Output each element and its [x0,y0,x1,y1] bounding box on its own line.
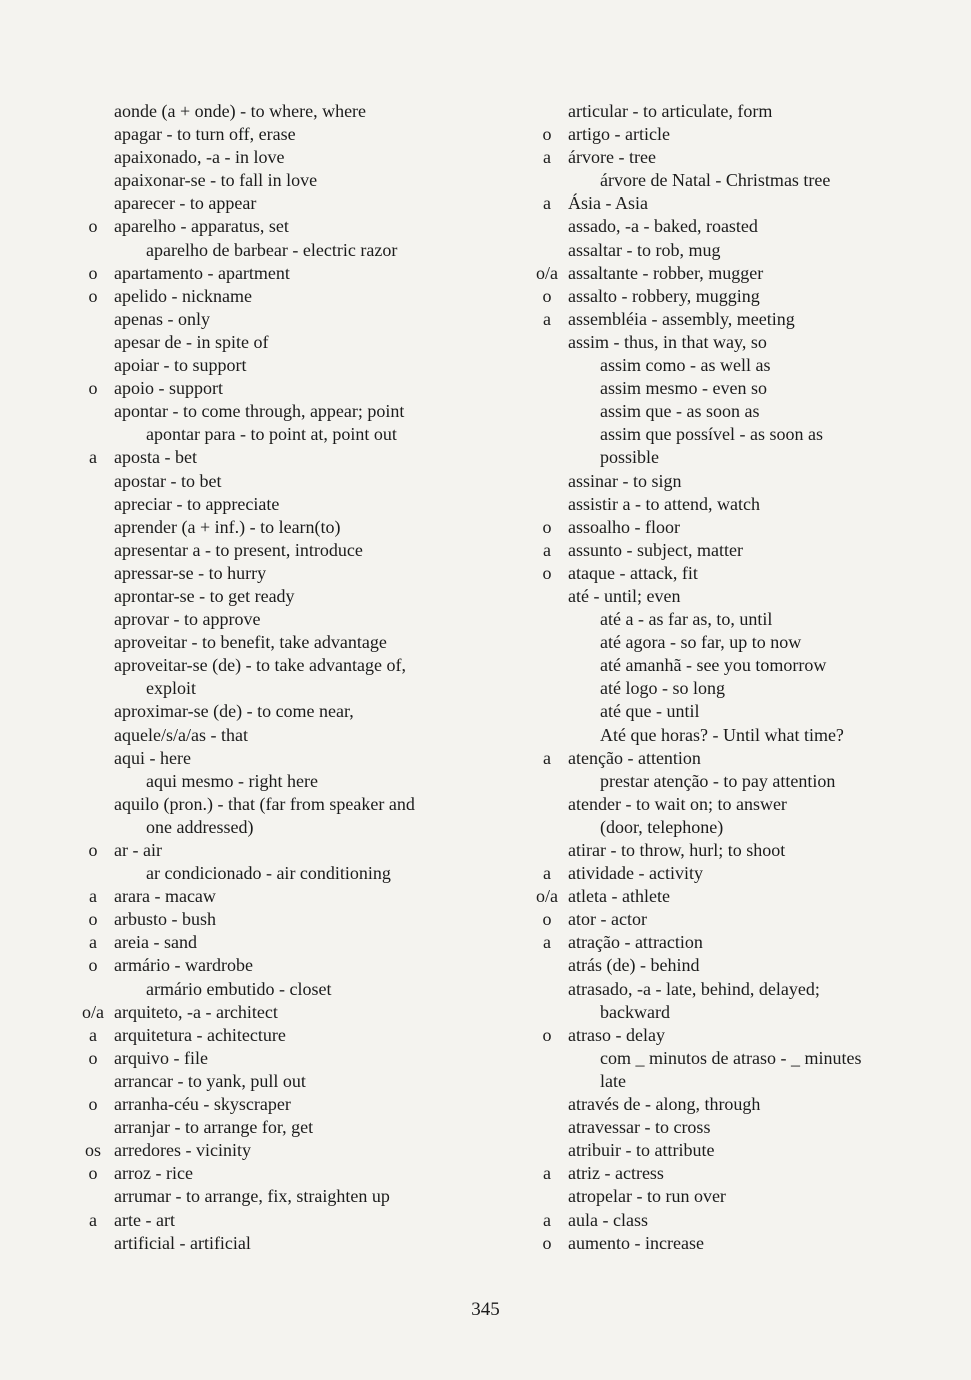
entry-text: aonde (a + onde) - to where, where [114,101,367,121]
entry-text: aparelho de barbear - electric razor [146,239,398,260]
glossary-entry [76,654,496,677]
glossary-entry [530,354,960,377]
entry-text: aquele/s/a/as - that [114,724,248,745]
glossary-entry [530,169,960,192]
entry-article: os [84,1140,101,1161]
glossary-entry [76,724,496,747]
entry-text: possible [600,447,660,468]
entry-text: arara - macaw [114,886,216,907]
entry-text: ar - air [114,840,162,860]
entry-text: prestar atenção - to pay attention [600,770,836,791]
glossary-entry [76,1185,496,1208]
entry-text: atleta - athlete [568,886,670,907]
entry-text: (door, telephone) [600,816,724,837]
entry-text: atribuir - to attribute [568,1140,715,1161]
glossary-entry [76,1093,496,1116]
glossary-entry [76,677,496,700]
entry-text: apagar - to turn off, erase [114,124,296,145]
entry-text: ar condicionado - air conditioning [146,863,391,884]
entry-text: arte - art [114,1209,175,1230]
glossary-entry [530,1024,960,1047]
entry-text: ator - actor [568,909,647,930]
entry-text: arredores - vicinity [114,1140,251,1161]
entry-article: o [88,1163,98,1184]
glossary-entry [76,839,496,862]
glossary-entry [530,331,960,354]
glossary-entry [76,192,496,215]
glossary-entry [76,1209,496,1232]
glossary-entry [76,146,496,169]
entry-text: árvore - tree [568,147,656,168]
entry-text: assim - thus, in that way, so [568,331,767,352]
glossary-entry [76,978,496,1001]
entry-text: arbusto - bush [114,909,216,930]
entry-text: aqui mesmo - right here [146,770,318,791]
entry-article: o [88,285,98,306]
glossary-entry [530,539,960,562]
glossary-entry [76,1139,496,1162]
right-column [530,100,960,1255]
glossary-entry [76,262,496,285]
entry-article: o [88,840,98,860]
entry-text: apostar - to bet [114,470,222,491]
entry-article: o [542,1024,552,1045]
entry-text: arroz - rice [114,1163,193,1184]
glossary-entry [530,400,960,423]
entry-article: a [543,193,551,214]
entry-text: assoalho - floor [568,516,680,537]
entry-article: a [89,932,97,953]
glossary-entry [530,654,960,677]
glossary-entry [76,1024,496,1047]
glossary-entry [76,516,496,539]
glossary-entry [76,123,496,146]
entry-text: atividade - activity [568,863,703,884]
glossary-entry [530,516,960,539]
glossary-entry [530,908,960,931]
entry-article: a [543,1163,551,1184]
entry-article: o [542,285,552,306]
glossary-entry [530,816,960,839]
entry-article: a [543,308,551,329]
glossary-entry [530,1209,960,1232]
entry-article: a [543,539,551,560]
entry-text: aproveitar - to benefit, take advantage [114,632,387,653]
glossary-entry [530,1232,960,1255]
glossary-entry [530,793,960,816]
entry-text: aprender (a + inf.) - to learn(to) [114,516,341,537]
entry-text: apesar de - in spite of [114,331,269,352]
entry-text: arquitetura - achitecture [114,1024,286,1045]
entry-text: assunto - subject, matter [568,539,743,560]
glossary-entry [76,239,496,262]
entry-article: o [542,562,552,583]
entry-text: até logo - so long [600,678,725,699]
page-number: 345 [471,1299,500,1320]
glossary-entry [76,862,496,885]
entry-text: exploit [146,678,196,699]
entry-article: a [89,447,97,468]
glossary-entry [530,608,960,631]
entry-article: o/a [536,262,558,283]
entry-article: o [88,955,98,976]
entry-text: Ásia - Asia [568,193,648,214]
entry-article: o [88,216,98,237]
glossary-entry [76,446,496,469]
glossary-entry [530,1070,960,1093]
entry-text: late [600,1070,626,1091]
entry-article: o/a [82,1001,104,1022]
entry-text: até agora - so far, up to now [600,632,802,653]
glossary-entry [76,1047,496,1070]
entry-text: até que - until [600,701,700,722]
entry-text: Até que horas? - Until what time? [600,724,844,745]
entry-text: arquiteto, -a - architect [114,1001,278,1022]
glossary-entry [530,192,960,215]
entry-text: aquilo (pron.) - that (far from speaker and [114,793,415,814]
glossary-entry [76,1001,496,1024]
entry-text: atrasado, -a - late, behind, delayed; [568,978,820,999]
glossary-entry [76,470,496,493]
glossary-entry [76,215,496,238]
entry-article: a [543,147,551,168]
glossary-entry [76,770,496,793]
glossary-entry [530,1162,960,1185]
entry-article: o [88,909,98,930]
glossary-entry [530,724,960,747]
entry-text: armário - wardrobe [114,955,253,976]
entry-text: atraso - delay [568,1024,665,1045]
glossary-entry [530,285,960,308]
entry-text: apoio - support [114,378,223,399]
entry-text: assaltante - robber, mugger [568,262,764,283]
glossary-entry [76,400,496,423]
entry-text: assistir a - to attend, watch [568,493,760,514]
entry-text: até amanhã - see you tomorrow [600,655,827,676]
entry-text: ataque - attack, fit [568,562,698,583]
entry-text: atropelar - to run over [568,1186,726,1207]
entry-article: o/a [536,886,558,907]
glossary-entry [76,747,496,770]
entry-text: atirar - to throw, hurl; to shoot [568,840,786,860]
glossary-entry [76,816,496,839]
entry-text: aparecer - to appear [114,193,257,214]
entry-text: apaixonado, -a - in love [114,147,285,168]
glossary-entry [76,908,496,931]
glossary-entry [530,446,960,469]
entry-text: até a - as far as, to, until [600,609,773,630]
glossary-entry [76,1162,496,1185]
left-column [76,100,496,1255]
entry-text: apaixonar-se - to fall in love [114,170,318,191]
glossary-entry [530,1001,960,1024]
entry-article: a [543,863,551,884]
entry-article: a [543,1209,551,1230]
glossary-entry [530,470,960,493]
glossary-entry [530,239,960,262]
glossary-entry [76,562,496,585]
glossary-entry [530,770,960,793]
entry-article: a [89,1024,97,1045]
glossary-entry [530,631,960,654]
entry-text: atrás (de) - behind [568,955,700,976]
entry-text: assinar - to sign [568,470,682,491]
glossary-entry [76,793,496,816]
entry-text: assim mesmo - even so [600,378,767,399]
glossary-entry [76,1116,496,1139]
glossary-entry [76,377,496,400]
entry-text: aposta - bet [114,447,197,468]
glossary-entry [76,631,496,654]
glossary-entry [76,885,496,908]
entry-text: arrancar - to yank, pull out [114,1070,306,1091]
glossary-entry [530,839,960,862]
glossary-entry [530,700,960,723]
entry-article: o [88,1094,98,1115]
glossary-entry [530,885,960,908]
entry-text: apartamento - apartment [114,262,290,283]
entry-text: apresentar a - to present, introduce [114,539,363,560]
glossary-entry [530,862,960,885]
glossary-entry [530,262,960,285]
glossary-entry [76,354,496,377]
glossary-entry [530,423,960,446]
entry-text: areia - sand [114,932,197,953]
glossary-entry [530,100,960,123]
entry-article: o [542,909,552,930]
entry-text: artigo - article [568,124,670,145]
entry-text: assado, -a - baked, roasted [568,216,758,237]
glossary-entry [76,331,496,354]
glossary-entry [76,100,496,123]
glossary-entry [76,493,496,516]
glossary-entry [530,978,960,1001]
glossary-entry [530,308,960,331]
glossary-entry [530,562,960,585]
glossary-entry [530,585,960,608]
entry-text: atenção - attention [568,747,701,768]
glossary-entry [530,954,960,977]
glossary-entry [530,1093,960,1116]
entry-text: arranjar - to arrange for, get [114,1117,314,1138]
glossary-entry [76,539,496,562]
glossary-entry [530,1116,960,1139]
entry-text: árvore de Natal - Christmas tree [600,170,831,191]
entry-text: aumento - increase [568,1232,704,1253]
glossary-entry [530,677,960,700]
entry-text: assim que - as soon as [600,401,760,422]
glossary-entry [530,123,960,146]
entry-text: backward [600,1001,670,1022]
entry-article: o [88,1047,98,1068]
entry-text: aula - class [568,1209,648,1230]
entry-text: assembléia - assembly, meeting [568,308,795,329]
entry-text: one addressed) [146,816,254,837]
glossary-entry [76,700,496,723]
glossary-entry [530,215,960,238]
entry-text: através de - along, through [568,1094,761,1115]
entry-article: a [543,932,551,953]
entry-text: artificial - artificial [114,1232,251,1253]
glossary-entry [530,1139,960,1162]
glossary-entry [76,608,496,631]
glossary-entry [76,308,496,331]
glossary-entry [76,423,496,446]
entry-text: aprontar-se - to get ready [114,585,295,606]
entry-text: apontar - to come through, appear; point [114,401,405,422]
entry-text: aproximar-se (de) - to come near, [114,701,354,722]
entry-text: com _ minutos de atraso - _ minutes [600,1047,862,1068]
entry-article: o [88,378,98,399]
glossary-entry [76,285,496,308]
glossary-entry [530,931,960,954]
entry-text: aqui - here [114,747,191,768]
entry-text: assalto - robbery, mugging [568,285,760,306]
entry-text: armário embutido - closet [146,978,332,999]
glossary-entry [530,747,960,770]
glossary-entry [76,585,496,608]
entry-article: o [88,262,98,283]
entry-article: a [89,1209,97,1230]
entry-text: apreciar - to appreciate [114,493,280,514]
entry-text: até - until; even [568,585,681,606]
entry-text: atriz - actress [568,1163,664,1184]
glossary-entry [76,931,496,954]
entry-article: a [89,886,97,907]
entry-text: apontar para - to point at, point out [146,424,397,445]
entry-text: aprovar - to approve [114,609,261,630]
glossary-entry [530,377,960,400]
glossary-entry [530,493,960,516]
entry-text: apoiar - to support [114,355,247,376]
entry-text: assaltar - to rob, mug [568,239,721,260]
entry-text: assim como - as well as [600,355,771,376]
entry-text: arquivo - file [114,1047,208,1068]
entry-text: apressar-se - to hurry [114,562,267,583]
entry-text: apenas - only [114,308,210,329]
glossary-entry [530,1185,960,1208]
entry-text: aparelho - apparatus, set [114,216,289,237]
glossary-entry [530,146,960,169]
entry-text: arranha-céu - skyscraper [114,1094,291,1115]
entry-text: atravessar - to cross [568,1117,711,1138]
entry-text: apelido - nickname [114,285,252,306]
entry-text: assim que possível - as soon as [600,424,823,445]
entry-article: a [543,747,551,768]
entry-text: atender - to wait on; to answer [568,793,787,814]
entry-text: aproveitar-se (de) - to take advantage of, [114,655,406,676]
glossary-entry [76,1070,496,1093]
entry-article: o [542,1232,552,1253]
entry-article: o [542,516,552,537]
glossary-entry [76,1232,496,1255]
entry-text: articular - to articulate, form [568,101,773,121]
glossary-entry [76,954,496,977]
entry-text: arrumar - to arrange, fix, straighten up [114,1186,390,1207]
entry-article: o [542,124,552,145]
glossary-entry [76,169,496,192]
entry-text: atração - attraction [568,932,703,953]
glossary-entry [530,1047,960,1070]
